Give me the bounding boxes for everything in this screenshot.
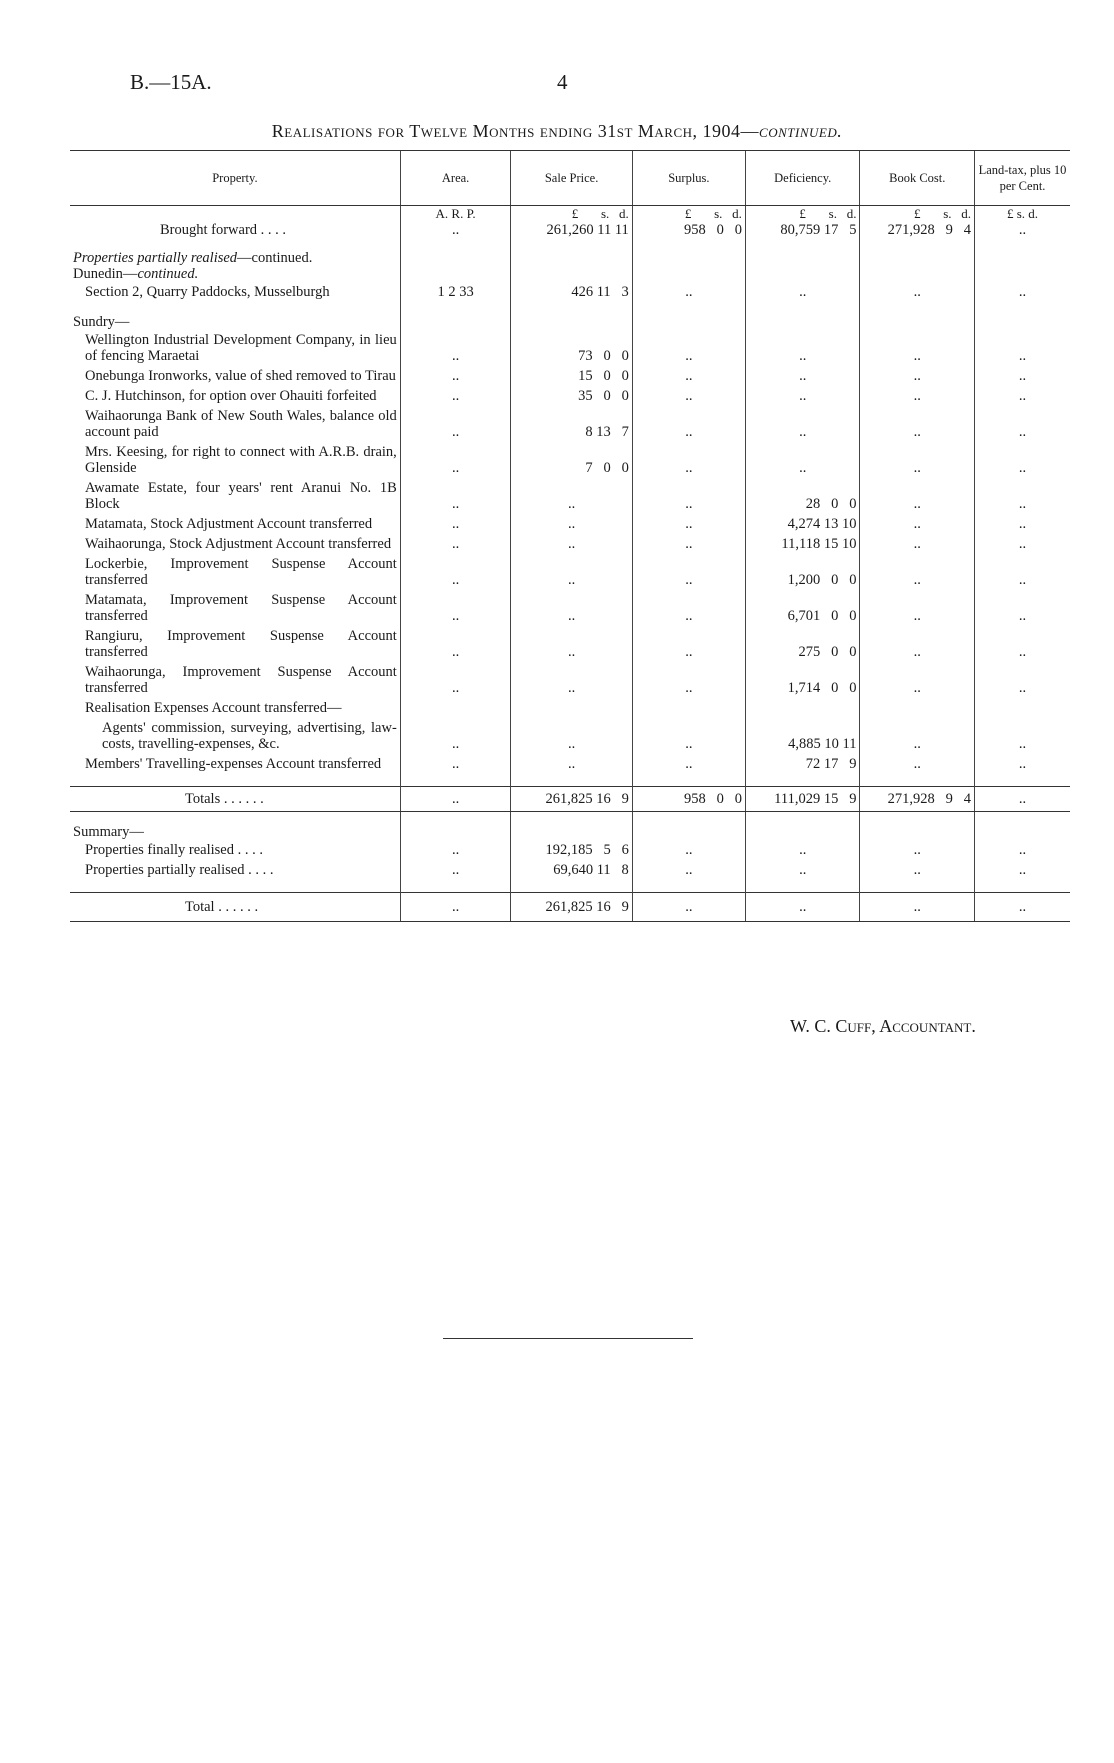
realisations-table	[70, 150, 1070, 922]
property-property: Agents' commission, surveying, advertising, law-costs, travelling-expenses, &c.	[102, 720, 397, 752]
property-area: ..	[400, 662, 511, 698]
property-land-tax: ..	[975, 718, 1070, 754]
brought-forward-row	[70, 222, 1070, 238]
property-area: ..	[400, 478, 511, 514]
partial-label: Properties partially realised	[73, 250, 238, 266]
property-row	[70, 534, 1070, 554]
property-sale-price: 73 0 0	[511, 330, 632, 366]
property-area: ..	[400, 386, 511, 406]
property-row	[70, 698, 1070, 718]
partial-suffix: —continued.	[237, 250, 313, 266]
property-book-cost: ..	[860, 514, 975, 534]
property-row	[70, 590, 1070, 626]
property-sale-price: ..	[511, 514, 632, 534]
property-book-cost: ..	[860, 534, 975, 554]
unit-surplus: £ s. d.	[632, 206, 745, 223]
summary-row	[70, 860, 1070, 880]
property-area: ..	[400, 366, 511, 386]
page-number: 4	[557, 70, 568, 94]
table-body	[70, 206, 1070, 922]
unit-sale: £ s. d.	[511, 206, 632, 223]
totals-surplus: 958 0 0	[632, 787, 745, 812]
property-surplus: ..	[632, 478, 745, 514]
page-title	[0, 121, 1114, 142]
property-deficiency: ..	[745, 406, 860, 442]
property-sale-price: ..	[511, 626, 632, 662]
summary-area: ..	[400, 860, 511, 880]
property-property: Wellington Industrial Development Company, in lieu of fencing Maraetai	[85, 332, 397, 364]
accountant-signature: W. C. Cuff, Accountant.	[790, 1016, 976, 1036]
property-book-cost: ..	[860, 478, 975, 514]
grand-total-row	[70, 893, 1070, 922]
property-area: ..	[400, 554, 511, 590]
grand-total-label: Total . . . . . .	[70, 893, 400, 922]
property-row	[70, 386, 1070, 406]
property-surplus: ..	[632, 626, 745, 662]
property-property: Lockerbie, Improvement Suspense Account transferred	[85, 556, 397, 588]
property-surplus: ..	[632, 754, 745, 774]
property-surplus: ..	[632, 406, 745, 442]
property-book-cost: ..	[860, 330, 975, 366]
property-land-tax: ..	[975, 554, 1070, 590]
property-land-tax: ..	[975, 514, 1070, 534]
property-deficiency	[745, 698, 860, 718]
property-deficiency: ..	[745, 442, 860, 478]
col-property: Property.	[70, 151, 400, 206]
summary-sale-price: 69,640 11 8	[511, 860, 632, 880]
property-property: Members' Travelling-expenses Account transferred	[85, 756, 382, 772]
property-surplus: ..	[632, 282, 745, 302]
property-sale-price: ..	[511, 718, 632, 754]
bf-area: ..	[400, 222, 511, 238]
property-surplus	[632, 698, 745, 718]
totals-area: ..	[400, 787, 511, 812]
col-area: Area.	[400, 151, 511, 206]
property-book-cost: ..	[860, 554, 975, 590]
property-surplus: ..	[632, 514, 745, 534]
property-deficiency: 11,118 15 10	[745, 534, 860, 554]
property-deficiency: ..	[745, 330, 860, 366]
property-deficiency: 72 17 9	[745, 754, 860, 774]
document-reference: B.—15A.	[130, 70, 212, 94]
summary-surplus: ..	[632, 840, 745, 860]
property-surplus: ..	[632, 662, 745, 698]
property-surplus: ..	[632, 534, 745, 554]
property-land-tax: ..	[975, 330, 1070, 366]
property-area: ..	[400, 442, 511, 478]
grand-total-deficiency: ..	[745, 893, 860, 922]
property-sale-price: ..	[511, 534, 632, 554]
property-land-tax: ..	[975, 366, 1070, 386]
property-deficiency: ..	[745, 366, 860, 386]
property-surplus: ..	[632, 590, 745, 626]
property-property: Waihaorunga, Stock Adjustment Account transferred	[85, 536, 392, 552]
title-text: Realisations for Twelve Months ending 31st March, 1904—	[271, 121, 760, 141]
section-head-summary	[70, 824, 1070, 840]
property-land-tax	[975, 698, 1070, 718]
property-row	[70, 366, 1070, 386]
property-sale-price: ..	[511, 754, 632, 774]
property-book-cost: ..	[860, 590, 975, 626]
property-sale-price: 426 11 3	[511, 282, 632, 302]
unit-tax: £ s. d.	[975, 206, 1070, 223]
property-row	[70, 754, 1070, 774]
property-sale-price: 15 0 0	[511, 366, 632, 386]
property-deficiency: 1,200 0 0	[745, 554, 860, 590]
col-land-tax: Land-tax, plus 10 per Cent.	[975, 151, 1070, 206]
property-sale-price: ..	[511, 662, 632, 698]
totals-deficiency: 111,029 15 9	[745, 787, 860, 812]
property-area: ..	[400, 406, 511, 442]
section-head-dunedin	[70, 266, 1070, 282]
summary-book-cost: ..	[860, 860, 975, 880]
unit-book: £ s. d.	[860, 206, 975, 223]
property-row	[70, 442, 1070, 478]
sundry-label: Sundry—	[73, 314, 130, 330]
property-sale-price: ..	[511, 590, 632, 626]
property-land-tax: ..	[975, 662, 1070, 698]
property-property: Matamata, Improvement Suspense Account transferred	[85, 592, 397, 624]
property-property: Section 2, Quarry Paddocks, Musselburgh	[85, 284, 330, 300]
property-row	[70, 718, 1070, 754]
property-book-cost: ..	[860, 282, 975, 302]
summary-land-tax: ..	[975, 860, 1070, 880]
property-deficiency: 275 0 0	[745, 626, 860, 662]
property-book-cost: ..	[860, 406, 975, 442]
summary-label: Summary—	[73, 824, 144, 840]
property-land-tax: ..	[975, 386, 1070, 406]
totals-sale: 261,825 16 9	[511, 787, 632, 812]
property-row	[70, 662, 1070, 698]
property-land-tax: ..	[975, 626, 1070, 662]
col-book-cost: Book Cost.	[860, 151, 975, 206]
summary-deficiency: ..	[745, 840, 860, 860]
property-book-cost: ..	[860, 754, 975, 774]
property-surplus: ..	[632, 366, 745, 386]
grand-total-tax: ..	[975, 893, 1070, 922]
property-area: ..	[400, 754, 511, 774]
property-property: C. J. Hutchinson, for option over Ohauiti forfeited	[85, 388, 377, 404]
property-sale-price: 7 0 0	[511, 442, 632, 478]
property-area: ..	[400, 534, 511, 554]
property-row	[70, 478, 1070, 514]
property-surplus: ..	[632, 718, 745, 754]
dunedin-suffix: continued.	[137, 266, 199, 282]
property-land-tax: ..	[975, 534, 1070, 554]
property-property: Waihaorunga, Improvement Suspense Account transferred	[85, 664, 397, 696]
grand-total-book: ..	[860, 893, 975, 922]
property-area	[400, 698, 511, 718]
col-surplus: Surplus.	[632, 151, 745, 206]
property-book-cost: ..	[860, 662, 975, 698]
totals-book: 271,928 9 4	[860, 787, 975, 812]
property-property: Mrs. Keesing, for right to connect with A.R.B. drain, Glenside	[85, 444, 397, 476]
summary-deficiency: ..	[745, 860, 860, 880]
property-sale-price: 8 13 7	[511, 406, 632, 442]
grand-total-area: ..	[400, 893, 511, 922]
property-row	[70, 626, 1070, 662]
summary-property: Properties partially realised . . . .	[85, 862, 274, 878]
property-property: Realisation Expenses Account transferred—	[85, 700, 342, 716]
brought-forward-label: Brought forward . . . .	[160, 222, 287, 238]
property-deficiency: 1,714 0 0	[745, 662, 860, 698]
property-deficiency: 6,701 0 0	[745, 590, 860, 626]
property-land-tax: ..	[975, 282, 1070, 302]
bf-deficiency: 80,759 17 5	[745, 222, 860, 238]
summary-surplus: ..	[632, 860, 745, 880]
property-sale-price: ..	[511, 554, 632, 590]
property-area: ..	[400, 718, 511, 754]
summary-sale-price: 192,185 5 6	[511, 840, 632, 860]
dunedin-label: Dunedin—	[73, 266, 138, 282]
bf-sale: 261,260 11 11	[511, 222, 632, 238]
property-land-tax: ..	[975, 754, 1070, 774]
closing-rule	[443, 1338, 693, 1339]
totals-tax: ..	[975, 787, 1070, 812]
property-book-cost: ..	[860, 442, 975, 478]
property-area: ..	[400, 514, 511, 534]
summary-book-cost: ..	[860, 840, 975, 860]
bf-tax: ..	[975, 222, 1070, 238]
property-book-cost: ..	[860, 386, 975, 406]
property-row	[70, 406, 1070, 442]
property-surplus: ..	[632, 554, 745, 590]
property-property: Waihaorunga Bank of New South Wales, balance old account paid	[85, 408, 397, 440]
summary-property: Properties finally realised . . . .	[85, 842, 263, 858]
title-continued: continued.	[759, 121, 843, 141]
property-sale-price: ..	[511, 478, 632, 514]
property-property: Rangiuru, Improvement Suspense Account transferred	[85, 628, 397, 660]
property-row	[70, 554, 1070, 590]
property-land-tax: ..	[975, 442, 1070, 478]
property-sale-price: 35 0 0	[511, 386, 632, 406]
property-surplus: ..	[632, 330, 745, 366]
totals-row	[70, 787, 1070, 812]
property-area: ..	[400, 590, 511, 626]
property-book-cost: ..	[860, 718, 975, 754]
property-land-tax: ..	[975, 478, 1070, 514]
property-deficiency: 28 0 0	[745, 478, 860, 514]
units-row	[70, 206, 1070, 223]
unit-area: A. R. P.	[400, 206, 511, 223]
col-sale-price: Sale Price.	[511, 151, 632, 206]
property-deficiency: 4,274 13 10	[745, 514, 860, 534]
property-property: Onebunga Ironworks, value of shed removed to Tirau	[85, 368, 396, 384]
bf-book: 271,928 9 4	[860, 222, 975, 238]
section-head-sundry	[70, 314, 1070, 330]
property-book-cost: ..	[860, 626, 975, 662]
property-surplus: ..	[632, 442, 745, 478]
property-area: 1 2 33	[400, 282, 511, 302]
property-land-tax: ..	[975, 590, 1070, 626]
property-property: Matamata, Stock Adjustment Account transferred	[85, 516, 373, 532]
property-property: Awamate Estate, four years' rent Aranui No. 1B Block	[85, 480, 397, 512]
property-book-cost: ..	[860, 366, 975, 386]
bf-surplus: 958 0 0	[632, 222, 745, 238]
grand-total-surplus: ..	[632, 893, 745, 922]
summary-row	[70, 840, 1070, 860]
col-deficiency: Deficiency.	[745, 151, 860, 206]
totals-label: Totals . . . . . .	[70, 787, 400, 812]
property-deficiency: ..	[745, 386, 860, 406]
property-deficiency: 4,885 10 11	[745, 718, 860, 754]
property-sale-price	[511, 698, 632, 718]
unit-deficiency: £ s. d.	[745, 206, 860, 223]
property-row	[70, 330, 1070, 366]
property-surplus: ..	[632, 386, 745, 406]
property-land-tax: ..	[975, 406, 1070, 442]
property-deficiency: ..	[745, 282, 860, 302]
property-book-cost	[860, 698, 975, 718]
summary-area: ..	[400, 840, 511, 860]
summary-land-tax: ..	[975, 840, 1070, 860]
property-area: ..	[400, 626, 511, 662]
property-area: ..	[400, 330, 511, 366]
section-head-partial	[70, 250, 1070, 266]
property-row	[70, 282, 1070, 302]
grand-total-sale: 261,825 16 9	[511, 893, 632, 922]
property-row	[70, 514, 1070, 534]
